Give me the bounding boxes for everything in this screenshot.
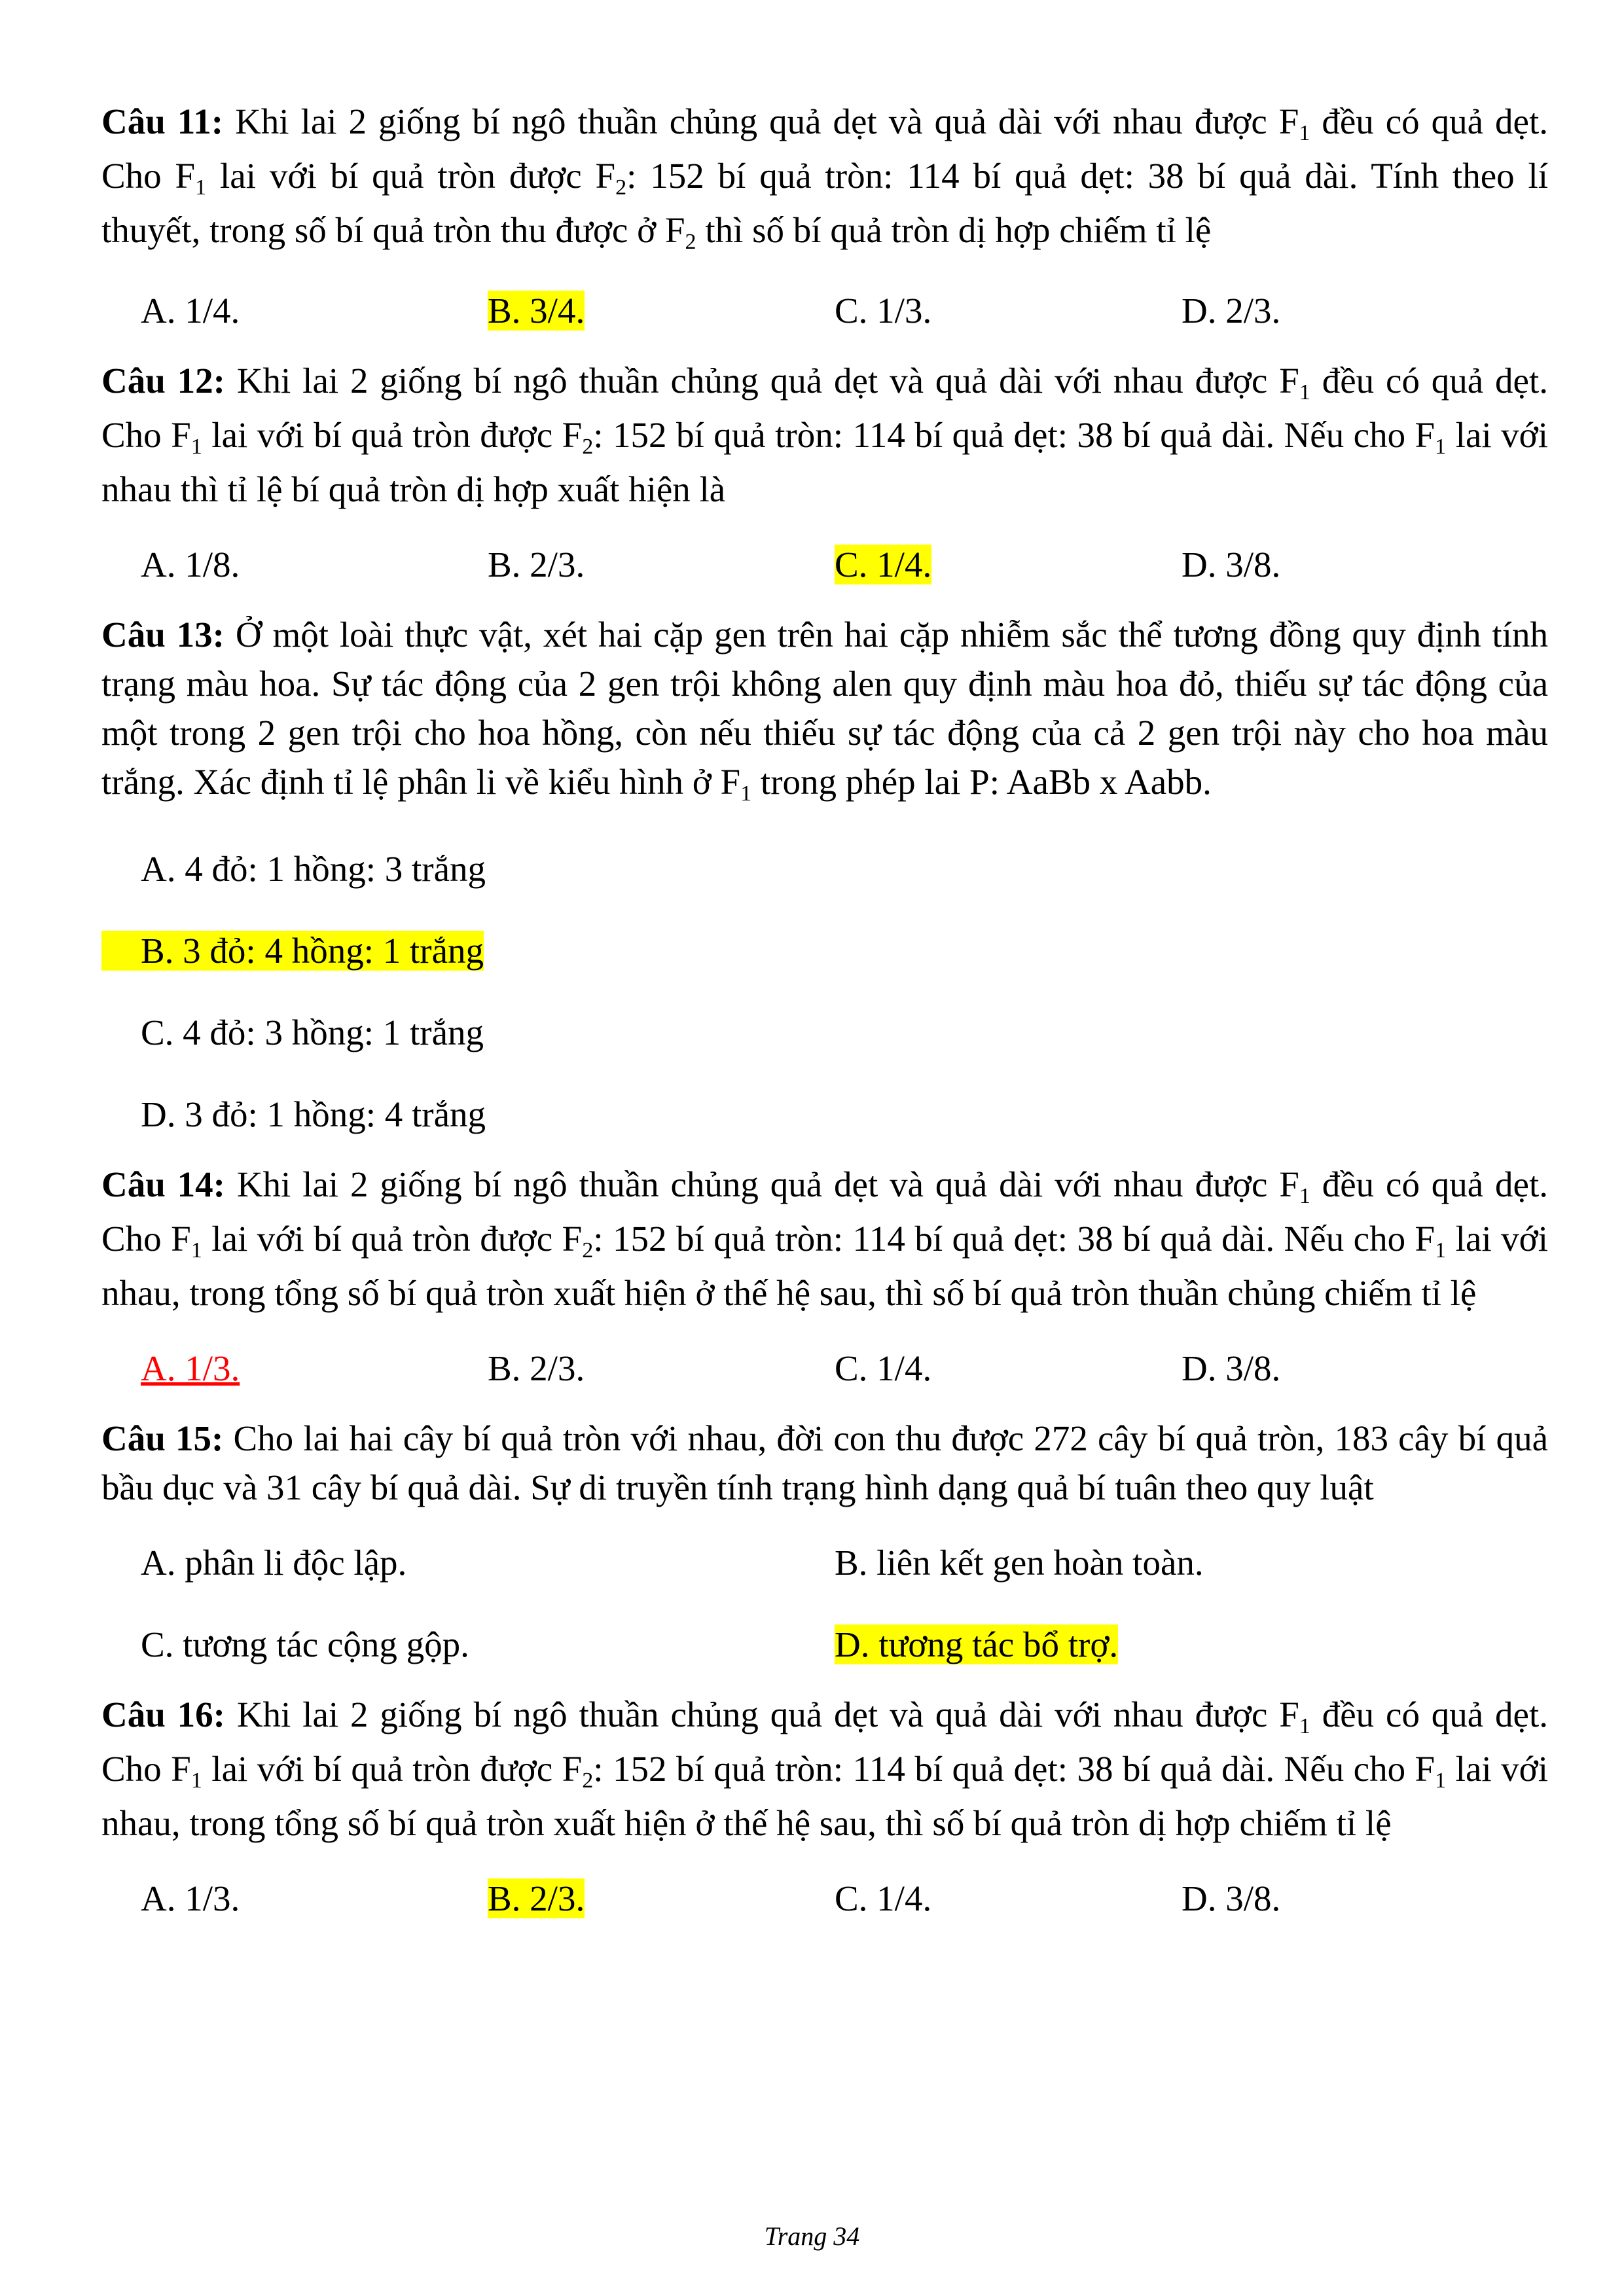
question-14-option-b: B. 2/3. — [488, 1348, 585, 1388]
question-16-label: Câu 16: — [101, 1695, 225, 1734]
question-12-option-c — [835, 540, 1182, 589]
question-12-option-a: A. 1/8. — [141, 545, 240, 584]
answer-highlight: D. tương tác bổ trợ. — [835, 1624, 1119, 1664]
question-13-option-c: C. 4 đỏ: 3 hồng: 1 trắng — [141, 1013, 484, 1052]
question-13-option-b — [141, 926, 1548, 975]
question-12-options — [101, 540, 1548, 589]
page-content — [101, 97, 1548, 1923]
answer-highlight: B. 2/3. — [488, 1878, 585, 1918]
question-12-option-d: D. 3/8. — [1182, 545, 1281, 584]
question-13-option-a: A. 4 đỏ: 1 hồng: 3 trắng — [141, 849, 486, 889]
question-11-label: Câu 11: — [101, 101, 224, 141]
question-16-option-d: D. 3/8. — [1182, 1878, 1281, 1918]
question-14-option-a — [141, 1344, 488, 1393]
question-15-text: Câu 15: Cho lai hai cây bí quả tròn với nhau, đời con thu được 272 cây bí quả tròn, 183 cây bí quả bầu dục và 31 cây bí quả dài. Sự di truyền tính trạng hình dạng quả bí tuân theo quy luật — [101, 1418, 1549, 1507]
question-14-text: Câu 14: Khi lai 2 giống bí ngô thuần chủng quả dẹt và quả dài với nhau được $F_1$ đều có quả dẹt. Cho $F_1$ lai với bí quả tròn được $F_2$: 152 bí quả tròn: 114 bí quả dẹt: 38 bí quả dài. Nếu cho $F_1$ lai với nhau, trong tổng số bí quả tròn xuất hiện ở thế hệ sau, thì số bí quả tròn thuần chủng chiếm tỉ lệ — [101, 1164, 1548, 1313]
page-number: Trang 34 — [764, 2221, 860, 2251]
question-15-option-a: A. phân li độc lập. — [141, 1543, 407, 1583]
answer-highlight: B. 3 đỏ: 4 hồng: 1 trắng — [101, 931, 484, 971]
question-16-options — [101, 1874, 1548, 1923]
answer-highlight: B. 3/4. — [488, 291, 585, 331]
question-15-option-d — [835, 1620, 1528, 1669]
question-15-option-c: C. tương tác cộng gộp. — [141, 1624, 469, 1664]
question-16-option-b — [488, 1874, 835, 1923]
question-13-text: Câu 13: Ở một loài thực vật, xét hai cặp gen trên hai cặp nhiễm sắc thể tương đồng quy định tính trạng màu hoa. Sự tác động của 2 gen trội không alen quy định màu hoa đỏ, thiếu sự tác động của một trong 2 gen trội cho hoa hồng, còn nếu thiếu sự tác động của cả 2 gen trội này cho hoa màu trắng. Xác định tỉ lệ phân li về kiểu hình ở $F_1$ trong phép lai P: AaBb x Aabb. — [101, 615, 1548, 806]
question-16-option-a: A. 1/3. — [141, 1878, 240, 1918]
question-15-options — [101, 1538, 1548, 1669]
question-16-option-c: C. 1/4. — [835, 1878, 932, 1918]
question-11-option-d: D. 2/3. — [1182, 291, 1281, 331]
answer-highlight: C. 1/4. — [835, 545, 932, 584]
question-14-label: Câu 14: — [101, 1164, 225, 1204]
question-12-option-b: B. 2/3. — [488, 545, 585, 584]
question-13-label: Câu 13: — [101, 615, 225, 655]
question-15-option-b: B. liên kết gen hoàn toàn. — [835, 1543, 1204, 1583]
answer-marked-red: A. 1/3. — [141, 1348, 240, 1388]
question-11-option-a: A. 1/4. — [141, 291, 240, 331]
question-11-option-b — [488, 286, 835, 335]
question-14-options — [101, 1344, 1548, 1393]
question-14-option-d: D. 3/8. — [1182, 1348, 1281, 1388]
question-12-text: Câu 12: Khi lai 2 giống bí ngô thuần chủng quả dẹt và quả dài với nhau được $F_1$ đều có quả dẹt. Cho $F_1$ lai với bí quả tròn được $F_2$: 152 bí quả tròn: 114 bí quả dẹt: 38 bí quả dài. Nếu cho $F_1$ lai với nhau thì tỉ lệ bí quả tròn dị hợp xuất hiện là — [101, 361, 1548, 509]
question-11-option-c: C. 1/3. — [835, 291, 932, 331]
question-15-label: Câu 15: — [101, 1418, 224, 1458]
question-16-text: Câu 16: Khi lai 2 giống bí ngô thuần chủng quả dẹt và quả dài với nhau được $F_1$ đều có quả dẹt. Cho $F_1$ lai với bí quả tròn được $F_2$: 152 bí quả tròn: 114 bí quả dẹt: 38 bí quả dài. Nếu cho $F_1$ lai với nhau, trong tổng số bí quả tròn xuất hiện ở thế hệ sau, thì số bí quả tròn dị hợp chiếm tỉ lệ — [101, 1695, 1548, 1843]
question-13-option-d: D. 3 đỏ: 1 hồng: 4 trắng — [141, 1094, 486, 1134]
question-11-text: Câu 11: Khi lai 2 giống bí ngô thuần chủng quả dẹt và quả dài với nhau được $F_1$ đều có quả dẹt. Cho $F_1$ lai với bí quả tròn được $F_2$: 152 bí quả tròn: 114 bí quả dẹt: 38 bí quả dài. Tính theo lí thuyết, trong số bí quả tròn thu được ở $F_2$ thì số bí quả tròn dị hợp chiếm tỉ lệ — [101, 101, 1549, 254]
question-11-options — [101, 286, 1548, 335]
question-14-option-c: C. 1/4. — [835, 1348, 932, 1388]
question-13-options — [101, 844, 1548, 1139]
question-12-label: Câu 12: — [101, 361, 225, 401]
